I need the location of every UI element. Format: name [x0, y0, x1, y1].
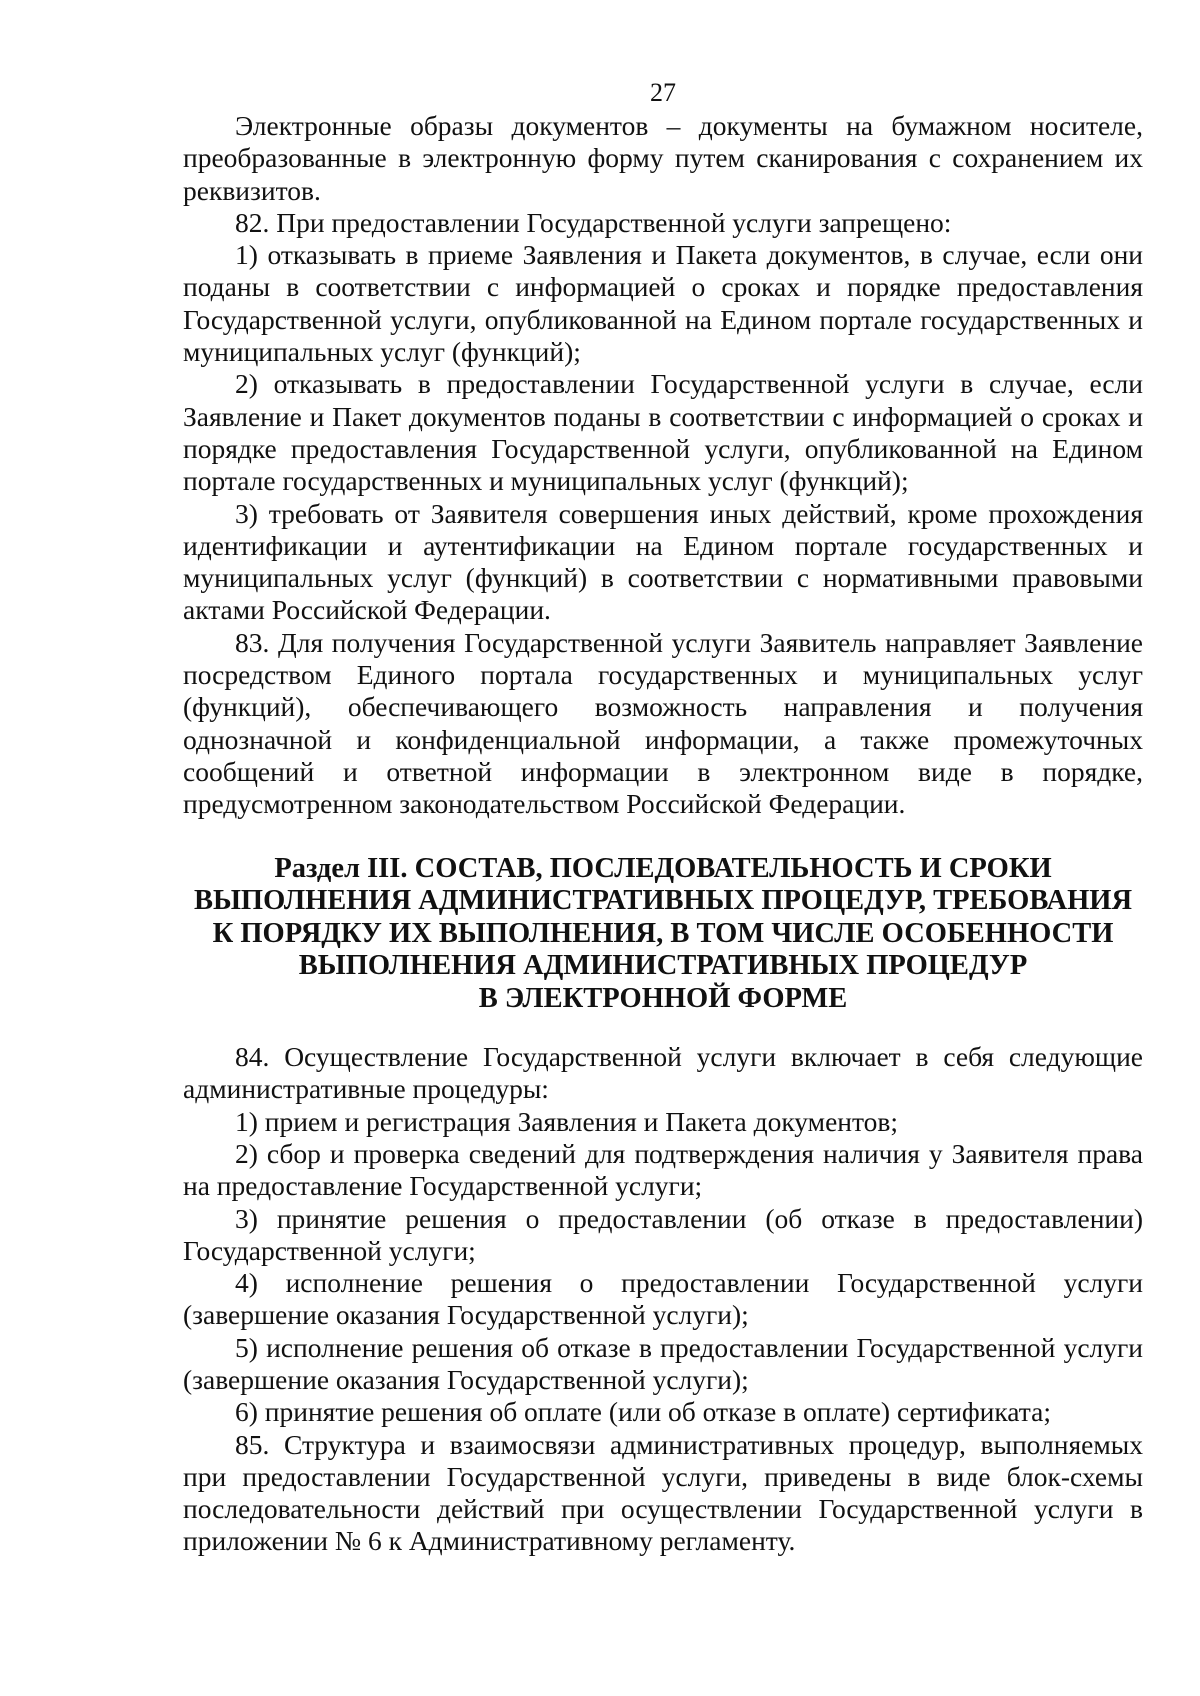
paragraph-84: 84. Осуществление Государственной услуги включает в себя следующие административные процедуры:: [183, 1041, 1143, 1105]
section-heading: [183, 853, 1143, 1016]
section-heading-line: ВЫПОЛНЕНИЯ АДМИНИСТРАТИВНЫХ ПРОЦЕДУР, ТРЕБОВАНИЯ: [193, 885, 1133, 917]
paragraph-83: 83. Для получения Государственной услуги Заявитель направляет Заявление посредством Единого портала государственных и муниципальных услуг (функций), обеспечивающего возможность направления и получения однозначной и конфиденциальной информации, а также промежуточных сообщений и ответной информации в электронном виде в порядке, предусмотренном законодательством Российской Федерации.: [183, 626, 1143, 820]
document-page: [183, 78, 1143, 1558]
paragraph-84-item-1: 1) прием и регистрация Заявления и Пакета документов;: [235, 1105, 899, 1137]
section-heading-line: ВЫПОЛНЕНИЯ АДМИНИСТРАТИВНЫХ ПРОЦЕДУР: [298, 950, 1028, 982]
paragraph-electronic-images: Электронные образы документов – документы на бумажном носителе, преобразованные в электронную форму путем сканирования с сохранением их реквизитов.: [183, 110, 1143, 206]
paragraph-82: 82. При предоставлении Государственной услуги запрещено:: [235, 206, 952, 238]
paragraph-84-item-2: 2) сбор и проверка сведений для подтверждения наличия у Заявителя права на предоставление Государственной услуги;: [183, 1137, 1143, 1202]
section-heading-line: В ЭЛЕКТРОННОЙ ФОРМЕ: [478, 982, 848, 1014]
section-heading-line: К ПОРЯДКУ ИХ ВЫПОЛНЕНИЯ, В ТОМ ЧИСЛЕ ОСОБЕННОСТИ: [212, 917, 1114, 949]
paragraph-84-item-4: 4) исполнение решения о предоставлении Государственной услуги (завершение оказания Государственной услуги);: [183, 1267, 1143, 1331]
paragraph-84-item-5: 5) исполнение решения об отказе в предоставлении Государственной услуги (завершение оказания Государственной услуги);: [183, 1331, 1143, 1395]
paragraph-82-item-1: 1) отказывать в приеме Заявления и Пакета документов, в случае, если они поданы в соответствии с информацией о сроках и порядке предоставления Государственной услуги, опубликованной на Едином портале государственных и муниципальных услуг (функций);: [183, 239, 1143, 368]
paragraph-84-item-6: 6) принятие решения об оплате (или об отказе в оплате) сертификата;: [235, 1396, 1051, 1428]
paragraph-84-item-3: 3) принятие решения о предоставлении (об отказе в предоставлении) Государственной услуги;: [183, 1202, 1143, 1266]
paragraph-82-item-2: 2) отказывать в предоставлении Государственной услуги в случае, если Заявление и Пакет документов поданы в соответствии с информацией о сроках и порядке предоставления Государственной услуги, опубликованной на Едином портале государственных и муниципальных услуг (функций);: [183, 368, 1143, 497]
paragraph-85: 85. Структура и взаимосвязи административных процедур, выполняемых при предоставлении Государственной услуги, приведены в виде блок-схемы последовательности действий при осуществлении Государственной услуги в приложении № 6 к Административному регламенту.: [183, 1428, 1143, 1557]
paragraph-82-item-3: 3) требовать от Заявителя совершения иных действий, кроме прохождения идентификации и аутентификации на Едином портале государственных и муниципальных услуг (функций) в соответствии с нормативными правовыми актами Российской Федерации.: [183, 497, 1143, 626]
page-number: 27: [650, 78, 676, 107]
section-heading-line: Раздел III. СОСТАВ, ПОСЛЕДОВАТЕЛЬНОСТЬ И СРОКИ: [274, 852, 1052, 884]
